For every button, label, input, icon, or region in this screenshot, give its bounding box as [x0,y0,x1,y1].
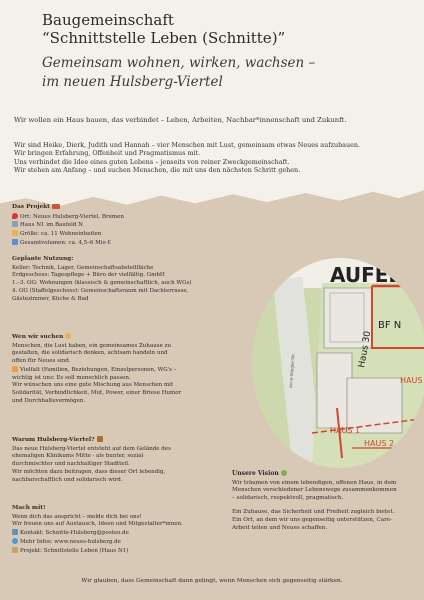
description [14,141,414,175]
search-line: Wir wünschen uns eine gute Mischung aus Menschen mit [12,382,174,389]
why-line: durchmischter und nachhaltiger Stadtteil. [12,461,130,468]
title-line-1: Baugemeinschaft [42,11,174,29]
why-line: Wir möchten dazu beitragen, dass dieser Ort lebendig, [12,468,166,475]
city-icon [97,436,103,442]
website-link[interactable]: Mehr Infos: www.neues-hulsberg.de [12,538,183,547]
mail-icon [12,529,18,535]
why-line: Das neue Hulsberg-Viertel entsteht auf dem Gelände des [12,445,171,452]
haus1-label: HAUS 1 [330,426,361,435]
chart-icon [12,239,18,245]
usage-line: Keller: Technik, Lager, Gemeinschaftsabstellfläche [12,264,154,271]
site-plan-drawing [252,258,424,468]
contact-email[interactable]: Kontakt: Schnitte-Hulsberg@posteo.de [12,529,183,538]
description-line: Uns verbindet die Idee eines guten Lebens – jenseits von reiner Zweckgemeinschaft. [14,157,290,166]
vision-spacer [232,502,412,509]
search-heading: Wen wir suchen [12,333,181,342]
house-icon [12,221,18,227]
globe-icon [12,538,18,544]
usage-line: Gästezimmer, Küche & Bad [12,295,89,302]
bf-label: BF N [378,320,402,331]
why-line: ehemaligen Klinikums Mitte - als bunter, sozial [12,453,144,460]
vision-section [232,470,412,532]
vision-line: Wir träumen von einem lebendigen, offenen Haus, in dem [232,479,397,486]
site-plan-image [252,258,424,468]
project-name: Projekt: Schnittstelle Leben (Haus N1) [12,547,183,556]
usage-section [12,256,191,303]
search-line: wichtig ist uns: Es soll menschlich passen. [12,374,131,381]
vision-heading: Unsere Vision [232,470,412,478]
project-size: Größe: ca. 11 Wohneinheiten [12,230,124,239]
sprout-icon [281,470,287,476]
project-heading: Das Projekt [12,204,124,212]
haus30-label: Haus 30 [357,330,374,369]
street-label: Anna-Stiegler-Str. [288,352,296,389]
handshake-icon [65,333,71,339]
footer-text: Wir glauben, dass Gemeinschaft dann gelingt, wenn Menschen sich gegenseitig stärken. [81,578,343,584]
search-line: und Durchhaltevermögen. [12,397,86,404]
why-heading: Warum Hulsberg-Viertel? [12,436,171,445]
search-section [12,333,181,405]
search-line: Vielfalt (Familien, Beziehungen, Einzelpersonen, WG's – [12,366,181,375]
project-house: Haus N1 im Baufeld N [12,221,124,230]
house-icon [12,547,18,553]
project-section [12,204,124,248]
why-section [12,436,171,484]
join-section [12,505,183,555]
usage-line: 1.–3. OG: Wohnungen (klassisch & gemeinschaftlich, auch WGs) [12,280,192,287]
title-line-2: “Schnittstelle Leben (Schnitte)” [42,29,286,47]
pin-icon [12,213,18,219]
join-heading: Mach mit! [12,505,46,511]
vision-line: Arbeit teilen und Neues schaffen. [232,524,328,531]
subtitle-line-2: im neuen Hulsberg-Viertel [42,74,223,90]
brick-icon [52,204,60,209]
ruler-icon [12,230,18,236]
search-line: Menschen, die Lust haben, ein gemeinsames Zuhause zu [12,342,172,349]
baufeld-label: AUFELD [330,263,418,287]
usage-heading: Geplante Nutzung: [12,256,74,262]
haus2-label: HAUS 2 [364,439,395,448]
search-line: offen für Neues sind. [12,358,71,365]
join-line: Wenn dich das anspricht – melde dich bei uns! [12,513,142,520]
subtitle-line-1: Gemeinsam wohnen, wirken, wachsen – [42,55,316,71]
vision-line: – solidarisch, respektvoll, pragmatisch. [232,494,344,501]
people-icon [12,366,18,372]
search-line: Solidarität, Verbindlichkeit, Mut, Power, einer Briese Humor [12,389,182,396]
usage-line: Erdgeschoss: Tagespflege + Büro der vielfältig. GmbH [12,272,165,279]
intro-text: Wir wollen ein Haus bauen, das verbindet – Leben, Arbeiten, Nachbar*innenschaft und Zukunft. [14,116,347,124]
why-line: nachbarschaftlich und solidarisch wird. [12,476,123,483]
project-location: Ort: Neues Hulsberg-Viertel, Bremen [12,213,124,222]
description-line: Wir stehen am Anfang – und suchen Menschen, die mit uns den nächsten Schritt gehen. [14,166,301,175]
project-volume: Gesamtvolumen: ca. 4,5–6 Mio € [12,239,124,248]
haus-label: HAUS [400,376,423,385]
description-line: Wir bringen Erfahrung, Offenheit und Pragmatismus mit. [14,149,201,158]
vision-line: Menschen verschiedener Lebenswege zusammenkommen [232,487,397,494]
vision-line: Ein Zuhause, das Sicherheit und Freiheit zugleich bietet. [232,509,395,516]
usage-line: 4. OG (Staffelgeschoss): Gemeinschaftsraum mit Dachterrasse, [12,287,189,294]
description-line: Wir sind Heike, Dierk, Judith und Hannah – vier Menschen mit Lust, gemeinsam etwas Neues aufzubauen. [14,141,361,149]
search-line: gestalten, die solidarisch denken, achtsam handeln und [12,350,168,357]
vision-line: Ein Ort, an dem wir uns gegenseitig unterstützen, Care- [232,516,392,523]
join-line: Wir freuen uns auf Austausch, Ideen und Mitgestalter*innen. [12,521,183,528]
